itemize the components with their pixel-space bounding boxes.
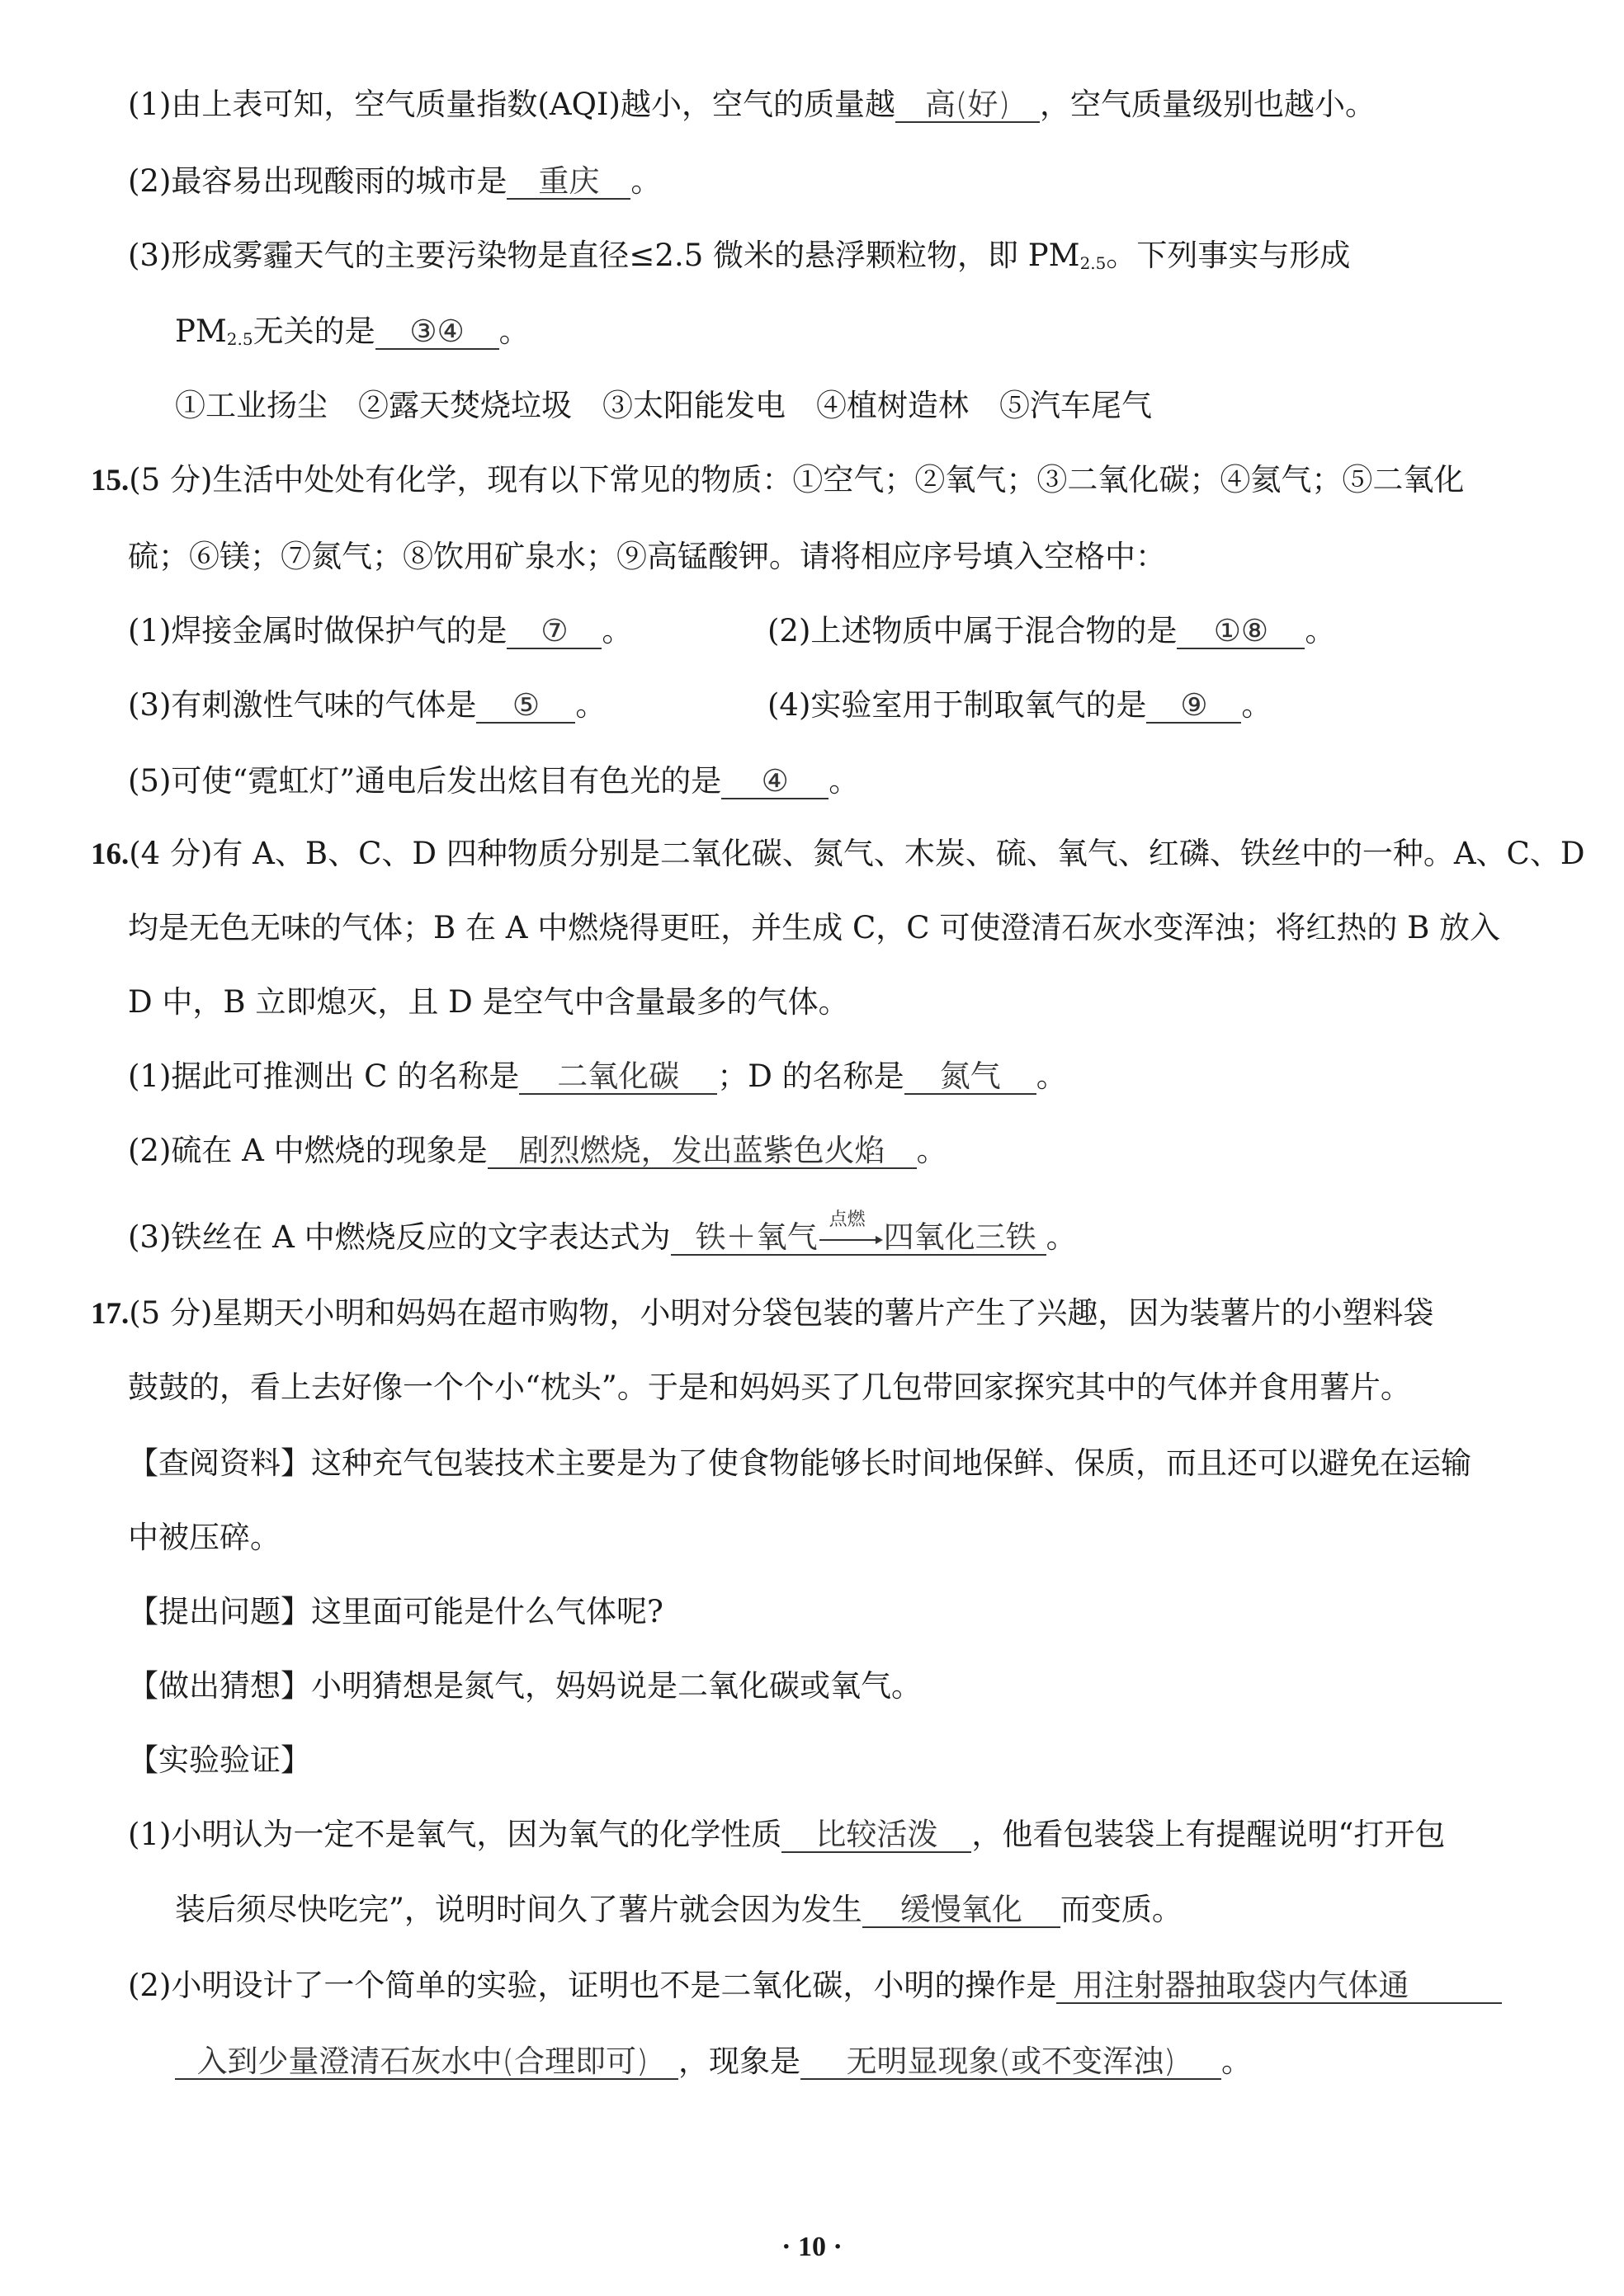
- q14-part2-text: (2)最容易出现酸雨的城市是: [128, 163, 508, 199]
- q16-stem-text: (4 分)有 A、B、C、D 四种物质分别是二氧化碳、氮气、木炭、硫、氧气、红磷、铁丝中的一种。A、C、D: [129, 836, 1585, 871]
- q15-part1: [128, 613, 632, 649]
- q16-stem-line1: [91, 836, 1585, 873]
- q16-part1-tail: 。: [1036, 1058, 1067, 1094]
- q14-part1-text: (1)由上表可知，空气质量指数(AQI)越小，空气的质量越: [128, 87, 895, 122]
- q17-part1-line1: [128, 1817, 1445, 1853]
- q16-number: 16.: [91, 837, 130, 871]
- q14-part1-answer: 高(好): [895, 89, 1040, 123]
- q17-part2-line2: [175, 2044, 1252, 2080]
- q14-part3-text: (3)形成雾霾天气的主要污染物是直径≤2.5 微米的悬浮颗粒物，即 PM: [128, 238, 1080, 273]
- q17-part2-line1: [128, 1968, 1502, 2004]
- q17-part2-answer2: 无明显现象(或不变浑浊): [800, 2046, 1221, 2080]
- q17-part2-answer: 用注射器抽取袋内气体通: [1056, 1970, 1502, 2004]
- q17-part2-end: 。: [1221, 2044, 1252, 2079]
- q15-part5-answer: ④: [721, 766, 829, 799]
- q17-part1-answer2: 缓慢氧化: [862, 1894, 1060, 1928]
- q16-part2-answer: 剧烈燃烧，发出蓝紫色火焰: [488, 1135, 917, 1169]
- q17-stem-text: (5 分)星期天小明和妈妈在超市购物，小明对分袋包装的薯片产生了兴趣，因为装薯片的小塑料袋: [129, 1295, 1434, 1331]
- q15-part2-answer: ①⑧: [1177, 615, 1305, 649]
- q17-part1-answer: 比较活泼: [781, 1819, 971, 1853]
- q17-part1-line2: [175, 1892, 1183, 1928]
- q17-part2-answer-cont: 入到少量澄清石灰水中(合理即可): [175, 2046, 678, 2080]
- page-number: · 10 ·: [781, 2232, 843, 2262]
- q16-part2: [128, 1133, 947, 1169]
- q17-part1-tail: ，他看包装袋上有提醒说明“打开包: [971, 1817, 1446, 1852]
- q15-part4-answer: ⑨: [1146, 690, 1241, 724]
- q17-part2-text: (2)小明设计了一个简单的实验，证明也不是二氧化碳，小明的操作是: [128, 1968, 1057, 2003]
- q14-part3-tail: 。下列事实与形成: [1106, 238, 1351, 273]
- q16-part2-text: (2)硫在 A 中燃烧的现象是: [128, 1133, 488, 1168]
- q17-number: 17.: [91, 1297, 130, 1331]
- q14-part3-end: 。: [498, 314, 530, 349]
- q15-part3-answer: ⑤: [476, 690, 575, 724]
- q16-part2-tail: 。: [916, 1133, 947, 1168]
- q17-part1-text: (1)小明认为一定不是氧气，因为氧气的化学性质: [128, 1817, 782, 1852]
- q14-part3-answer: ③④: [375, 316, 499, 350]
- q16-stem-line3: D 中，B 立即熄灭，且 D 是空气中含量最多的气体。: [128, 984, 849, 1020]
- q15-stem-text: (5 分)生活中处处有化学，现有以下常见的物质：①空气；②氧气；③二氧化碳；④氦气；⑤二氧化: [129, 462, 1465, 497]
- q16-part1-answer-d: 氮气: [904, 1061, 1036, 1095]
- q15-part5: [128, 763, 859, 799]
- pm-subscript: 2.5: [1079, 253, 1107, 273]
- q17-part1-cont: 装后须尽快吃完”，说明时间久了薯片就会因为发生: [175, 1892, 862, 1927]
- pm-label: PM: [175, 314, 227, 349]
- q17-info-line1: 【查阅资料】这种充气包装技术主要是为了使食物能够长时间地保鲜、保质，而且还可以避免在运输: [128, 1445, 1471, 1481]
- q16-part3-text: (3)铁丝在 A 中燃烧反应的文字表达式为: [128, 1219, 671, 1255]
- q14-part3-line2: [175, 314, 530, 350]
- q17-part1-end: 而变质。: [1060, 1892, 1183, 1927]
- pm-subscript: 2.5: [226, 329, 253, 349]
- q16-part1: [128, 1058, 1067, 1095]
- q15-part2-text: (2)上述物质中属于混合物的是: [767, 613, 1178, 648]
- q16-part3: [128, 1209, 1077, 1256]
- q15-part1-answer: ⑦: [507, 615, 602, 649]
- q16-part1-text: (1)据此可推测出 C 的名称是: [128, 1058, 520, 1094]
- q16-part3-answer: [671, 1209, 1046, 1256]
- q15-part2: [767, 613, 1335, 649]
- q17-info-line2: 中被压碎。: [128, 1520, 281, 1555]
- q14-part2: [128, 163, 661, 200]
- q16-stem-line2: 均是无色无味的气体；B 在 A 中燃烧得更旺，并生成 C，C 可使澄清石灰水变浑浊；将红热的 B 放入: [128, 910, 1501, 945]
- q17-verify-heading: 【实验验证】: [128, 1742, 311, 1778]
- q15-part4: [767, 687, 1272, 724]
- q15-part1-tail: 。: [602, 613, 633, 648]
- q15-part5-tail: 。: [829, 763, 860, 799]
- q15-part3-text: (3)有刺激性气味的气体是: [128, 687, 477, 723]
- q14-part1-tail: ，空气质量级别也越小。: [1039, 87, 1376, 122]
- product: 四氧化三铁: [883, 1219, 1036, 1255]
- q17-guess: 【做出猜想】小明猜想是氮气，妈妈说是二氧化碳或氧气。: [128, 1668, 922, 1704]
- q15-part5-text: (5)可使“霓虹灯”通电后发出炫目有色光的是: [128, 763, 722, 799]
- arrow-icon: [818, 1233, 884, 1247]
- q17-stem-line1: [91, 1295, 1433, 1332]
- q16-part1-mid: ；D 的名称是: [717, 1058, 904, 1094]
- q17-part2-mid: ，现象是: [678, 2044, 800, 2079]
- q14-options: ①工业扬尘 ②露天焚烧垃圾 ③太阳能发电 ④植树造林 ⑤汽车尾气: [175, 388, 1152, 423]
- reactants: 铁＋氧气: [695, 1219, 818, 1255]
- q15-part3-tail: 。: [575, 687, 607, 723]
- q14-part3-line1: [128, 238, 1350, 274]
- q15-part4-text: (4)实验室用于制取氧气的是: [767, 687, 1147, 723]
- q16-part1-answer-c: 二氧化碳: [519, 1061, 717, 1095]
- q17-stem-line2: 鼓鼓的，看上去好像一个个小“枕头”。于是和妈妈买了几包带回家探究其中的气体并食用薯片。: [128, 1370, 1411, 1405]
- q15-number: 15.: [91, 464, 130, 497]
- q16-part3-tail: 。: [1046, 1219, 1077, 1255]
- reaction-arrow: [818, 1209, 884, 1252]
- q14-part3-question: 无关的是: [253, 314, 375, 349]
- q14-part2-answer: 重庆: [507, 166, 630, 200]
- q15-part4-tail: 。: [1241, 687, 1272, 723]
- q17-question: 【提出问题】这里面可能是什么气体呢?: [128, 1594, 663, 1629]
- q14-part1: [128, 87, 1376, 123]
- q15-part2-tail: 。: [1305, 613, 1336, 648]
- q15-part3: [128, 687, 606, 724]
- q15-part1-text: (1)焊接金属时做保护气的是: [128, 613, 508, 648]
- q15-stem-line1: [91, 462, 1464, 499]
- q14-part2-tail: 。: [630, 163, 662, 199]
- reaction-condition: 点燃: [829, 1209, 866, 1230]
- q15-stem-line2: 硫；⑥镁；⑦氮气；⑧饮用矿泉水；⑨高锰酸钾。请将相应序号填入空格中：: [128, 539, 1166, 574]
